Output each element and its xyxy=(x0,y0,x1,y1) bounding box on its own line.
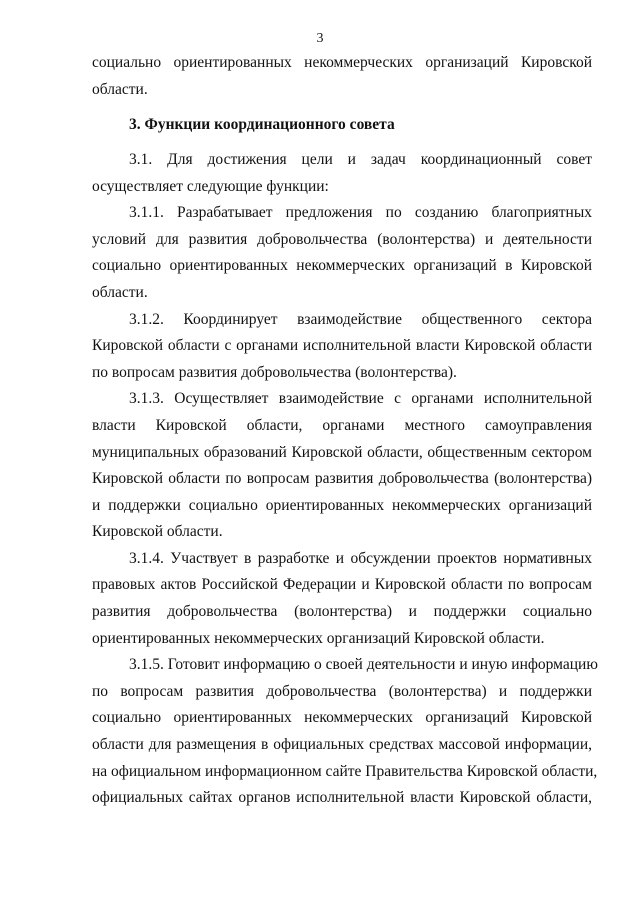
text-line: по вопросам развития добровольчества (волонтерства) и поддержки xyxy=(92,682,592,700)
text-line: области. xyxy=(92,80,148,98)
text-line: Кировской области по вопросам развития добровольчества (волонтерства) xyxy=(92,470,592,488)
text-line: ориентированных некоммерческих организаций Кировской области. xyxy=(92,629,545,647)
text-line: 3.1.1. Разрабатывает предложения по созданию благоприятных xyxy=(129,204,592,222)
text-line: области. xyxy=(92,283,148,301)
text-line: 3.1.3. Осуществляет взаимодействие с органами исполнительной xyxy=(129,390,592,408)
text-line: 3.1. Для достижения цели и задач координационный совет xyxy=(129,150,592,168)
text-line: Кировской области с органами исполнительной власти Кировской области xyxy=(92,337,592,355)
text-line: 3.1.4. Участвует в разработке и обсуждении проектов нормативных xyxy=(129,549,592,567)
text-line: осуществляет следующие функции: xyxy=(92,177,329,195)
text-line: по вопросам развития добровольчества (волонтерства). xyxy=(92,363,457,381)
section-heading: 3. Функции координационного совета xyxy=(129,115,395,133)
text-line: социально ориентированных некоммерческих организаций Кировской xyxy=(92,54,592,71)
text-line: социально ориентированных некоммерческих организаций Кировской xyxy=(92,709,592,727)
text-line: муниципальных образований Кировской области, общественным сектором xyxy=(92,443,592,461)
text-line: Кировской области. xyxy=(92,523,223,541)
document-body xyxy=(92,50,598,812)
text-line: на официальном информационном сайте Правительства Кировской области, xyxy=(92,762,598,780)
text-line: 3.1.2. Координирует взаимодействие общественного сектора xyxy=(129,310,592,328)
text-line: 3.1.5. Готовит информацию о своей деятельности и иную информацию xyxy=(129,656,598,674)
text-line: правовых актов Российской Федерации и Кировской области по вопросам xyxy=(92,576,592,594)
text-line: и поддержки социально ориентированных некоммерческих организаций xyxy=(92,496,592,514)
text-line: условий для развития добровольчества (волонтерства) и деятельности xyxy=(92,230,592,248)
text-line: власти Кировской области, органами местного самоуправления xyxy=(92,416,592,434)
page-number: 3 xyxy=(316,31,324,46)
text-line: развития добровольчества (волонтерства) и поддержки социально xyxy=(92,603,592,621)
text-line: официальных сайтах органов исполнительной власти Кировской области, xyxy=(92,789,592,807)
text-line: социально ориентированных некоммерческих организаций в Кировской xyxy=(92,257,592,275)
text-line: области для размещения в официальных средствах массовой информации, xyxy=(92,736,592,754)
